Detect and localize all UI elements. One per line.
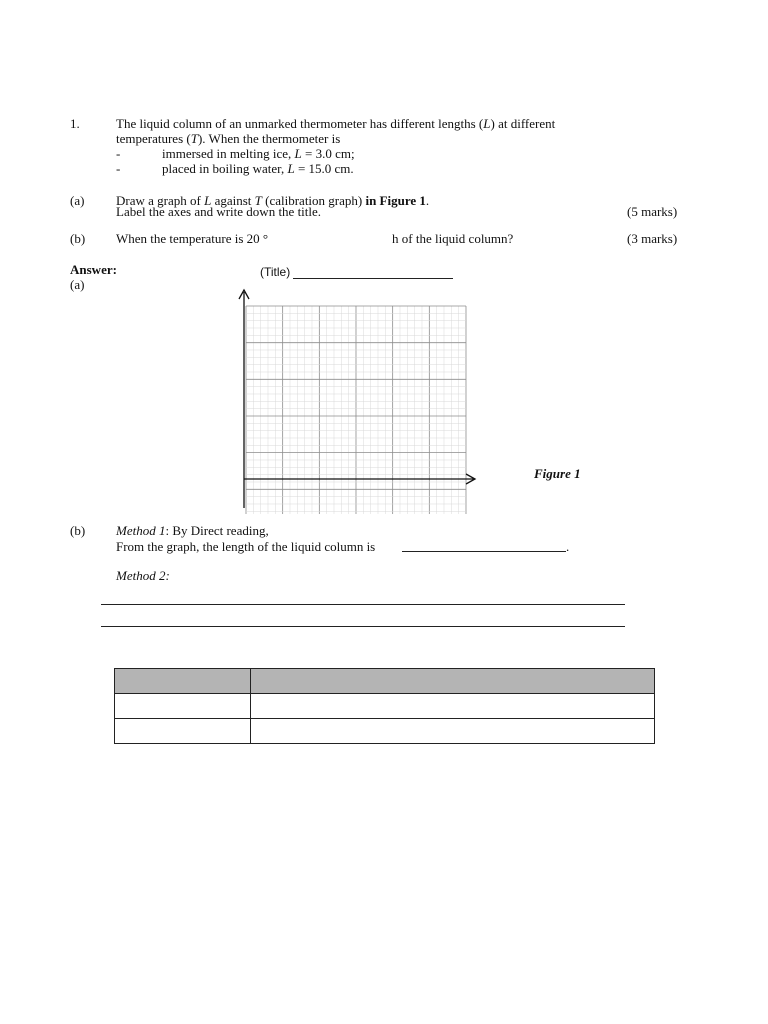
table-cell[interactable] [251,719,655,744]
answer-b-label: (b) [70,523,86,538]
answer-heading: Answer: [70,262,117,277]
condition-boiling: placed in boiling water, L = 15.0 cm. [162,161,354,176]
graph-paper[interactable] [236,286,486,518]
question-number: 1. [70,116,80,131]
table-row [115,694,655,719]
bullet-dash: - [116,161,121,176]
part-a-instruction: Draw a graph of L against T (calibration graph) in Figure 1. [116,193,430,208]
part-b-marks: (3 marks) [627,231,678,246]
part-a-instruction-line2: Label the axes and write down the title. [116,204,322,219]
method2-label: Method 2: [116,568,170,583]
method1-line: Method 1: By Direct reading, [116,523,269,538]
answer-line[interactable] [101,612,625,627]
part-a-marks: (5 marks) [627,204,678,219]
part-b-label: (b) [70,231,86,246]
table-cell[interactable] [251,694,655,719]
figure-label: Figure 1 [534,466,581,481]
table-row [115,719,655,744]
part-a-label: (a) [70,193,85,208]
graph-title-placeholder: (Title) [260,265,291,279]
graph-title-blank[interactable] [293,264,453,279]
table-cell[interactable] [251,669,655,694]
question-stem-line1: The liquid column of an unmarked thermometer has different lengths (L) at different [116,116,556,131]
from-graph-period: . [566,539,570,554]
answer-line[interactable] [101,590,625,605]
part-b-question-start: When the temperature is 20 ° [116,231,269,246]
length-answer-blank[interactable] [402,538,566,552]
table-header-row [115,669,655,694]
condition-ice: immersed in melting ice, L = 3.0 cm; [162,146,355,161]
bullet-dash: - [116,146,121,161]
table-cell[interactable] [115,719,251,744]
from-graph-text: From the graph, the length of the liquid column is [116,539,376,554]
part-b-question-end: h of the liquid column? [392,231,514,246]
table-cell[interactable] [115,669,251,694]
answer-a-label: (a) [70,277,85,292]
question-stem-line2: temperatures (T). When the thermometer is [116,131,341,146]
answer-table [114,668,655,744]
table-cell[interactable] [115,694,251,719]
